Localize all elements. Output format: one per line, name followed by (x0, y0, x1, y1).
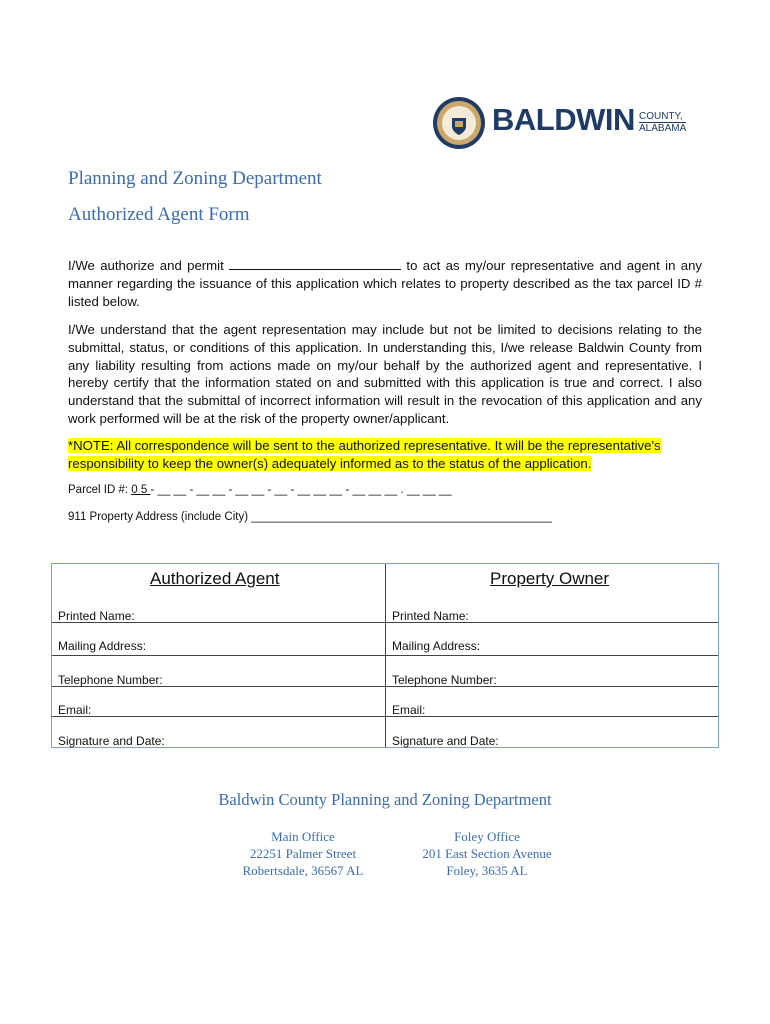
main-office-street: 22251 Palmer Street (249, 846, 357, 861)
table-row-line (52, 716, 718, 717)
owner-mailing-address-field[interactable]: Mailing Address: (392, 639, 481, 653)
agent-mailing-address-field[interactable]: Mailing Address: (58, 639, 147, 653)
baldwin-county-logo (432, 96, 702, 152)
understanding-paragraph: I/We understand that the agent representation may include but not be limited to decisions relating to the submittal, status, or conditions of this application. In understanding this, I/we release Baldwin County from any liability resulting from actions made on my/our behalf by the authorized agent and representative. I hereby certify that the information stated on and submitted with this application is true and correct. I also understand that the submittal of incorrect information will result in the revocation of this application and any work performed will be at the risk of the property owner/applicant. (68, 322, 702, 426)
owner-email-field[interactable]: Email: (392, 703, 426, 717)
note-highlight: *NOTE: All correspondence will be sent to the authorized representative. It will be the representative's responsibility to keep the owner(s) adequately informed as to the status of the application. (68, 438, 661, 471)
agent-name-blank[interactable] (229, 257, 401, 270)
property-address-line[interactable]: 911 Property Address (include City) _______________________________________________ (68, 511, 552, 523)
foley-office-street: 201 East Section Avenue (422, 846, 552, 861)
main-office-address (218, 828, 388, 879)
parcel-id-prefix: 0 5 (131, 484, 151, 496)
agent-printed-name-field[interactable]: Printed Name: (58, 609, 135, 623)
form-title: Authorized Agent Form (68, 204, 250, 225)
department-heading: Planning and Zoning Department (68, 168, 322, 189)
table-row-line (52, 622, 718, 623)
table-row-line (52, 655, 718, 656)
owner-signature-field[interactable]: Signature and Date: (392, 734, 499, 748)
parcel-id-line[interactable] (68, 484, 452, 496)
foley-office-address (402, 828, 572, 879)
authorized-agent-heading: Authorized Agent (150, 569, 280, 588)
agent-signature-field[interactable]: Signature and Date: (58, 734, 165, 748)
parcel-id-label: Parcel ID #: (68, 484, 132, 496)
logo-county-state (639, 111, 686, 134)
parcel-id-blanks: - __ __ - __ __ - __ __ - __ - __ __ __ - __ __ __ . __ __ __ (150, 484, 452, 496)
owner-telephone-field[interactable]: Telephone Number: (392, 673, 497, 687)
logo-state: ALABAMA (639, 123, 687, 134)
authorization-text-start: I/We authorize and permit (68, 258, 230, 273)
agent-email-field[interactable]: Email: (58, 703, 92, 717)
owner-printed-name-field[interactable]: Printed Name: (392, 609, 469, 623)
correspondence-note (68, 437, 702, 473)
agent-owner-table (51, 563, 719, 748)
property-owner-heading: Property Owner (490, 569, 610, 588)
county-seal-icon (432, 96, 486, 150)
authorization-text-end: to act as my/our representative and agent in any manner regarding the issuance of this application which relates to property described as the tax parcel ID # listed below. (68, 258, 702, 309)
footer-department-title: Baldwin County Planning and Zoning Department (218, 790, 552, 809)
foley-office-city: Foley, 3635 AL (446, 863, 528, 878)
agent-telephone-field[interactable]: Telephone Number: (58, 673, 163, 687)
logo-wordmark: BALDWIN (492, 102, 635, 137)
authorization-paragraph (68, 257, 702, 310)
main-office-city: Robertsdale, 36567 AL (242, 863, 364, 878)
foley-office-label: Foley Office (454, 829, 520, 844)
main-office-label: Main Office (271, 829, 335, 844)
logo-county: COUNTY, (639, 111, 683, 122)
